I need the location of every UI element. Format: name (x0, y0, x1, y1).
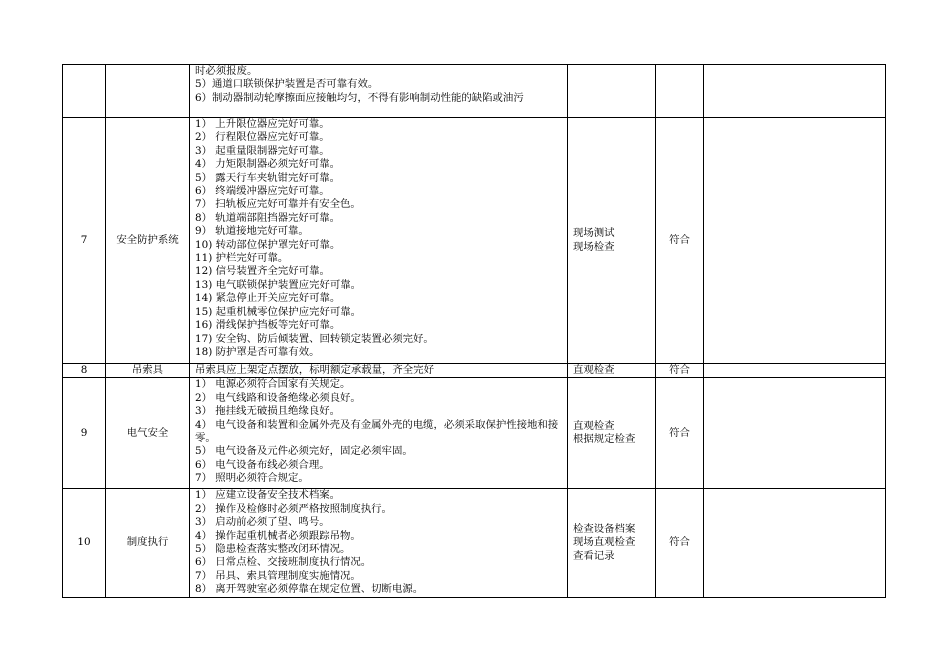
check-content-line: 9） 轨道接地完好可靠。 (195, 225, 309, 238)
check-method-line: 检查设备档案 (573, 522, 636, 535)
check-content-line: 14) 紧急停止开关应完好可靠。 (195, 292, 341, 305)
check-content-line: 5） 隐患检查落实整改闭环情况。 (195, 543, 351, 556)
check-content-line: 11) 护栏完好可靠。 (195, 252, 289, 265)
check-content-line: 5） 电气设备及元件必须完好，固定必须牢固。 (195, 445, 413, 458)
item-name-cell: 制度执行 (106, 489, 190, 597)
check-content-line: 吊索具应上架定点摆放，标明额定承载量，齐全完好 (195, 364, 434, 376)
check-content-line: 13) 电气联锁保护装置应完好可靠。 (195, 278, 362, 291)
check-content-line: 7） 扫轨板应完好可靠并有安全色。 (195, 198, 361, 211)
check-content-line: 2） 行程限位器应完好可靠。 (195, 131, 330, 144)
check-content-line: 4） 电气设备和装置和金属外壳及有金属外壳的电缆，必须采取保护性接地和接零。 (195, 418, 559, 445)
check-content-line: 3） 启动前必须了望、鸣号。 (195, 516, 330, 529)
check-method-line: 根据规定检查 (573, 433, 636, 446)
table-row (63, 118, 886, 364)
item-number-cell: 10 (63, 489, 106, 597)
check-result-cell: 符合 (656, 489, 704, 597)
table-row (63, 364, 886, 378)
check-content-line: 6） 终端缓冲器应完好可靠。 (195, 185, 330, 198)
check-content-line: 12) 信号装置齐全完好可靠。 (195, 265, 330, 278)
remark-cell (704, 378, 886, 489)
check-content-line: 6） 电气设备布线必须合理。 (195, 458, 330, 471)
check-content-line: 10) 转动部位保护罩完好可靠。 (195, 238, 341, 251)
check-method-line: 直观检查 (573, 420, 615, 432)
check-content-line: 17) 安全钩、防后倾装置、回转锁定装置必须完好。 (195, 332, 434, 345)
check-method-line: 查看记录 (573, 549, 615, 562)
check-content-line: 7） 照明必须符合规定。 (195, 472, 309, 485)
check-method-line: 现场检查 (573, 240, 615, 253)
check-content-line: 3） 拖挂线无破损且绝缘良好。 (195, 405, 340, 418)
check-content-line: 4） 操作起重机械者必须跟踪吊物。 (195, 529, 361, 542)
check-content-line: 2） 电气线路和设备绝缘必须良好。 (195, 391, 361, 404)
check-method-cell (568, 65, 656, 118)
check-method-cell (568, 378, 656, 489)
check-content-line: 5） 露天行车夹轨钳完好可靠。 (195, 171, 340, 184)
check-content-cell (190, 364, 568, 378)
check-method-line: 现场直观检查 (573, 536, 636, 549)
table-row (63, 489, 886, 597)
check-content-line: 2） 操作及检修时必须严格按照制度执行。 (195, 502, 392, 515)
check-result-cell (656, 65, 704, 118)
item-name-cell (106, 65, 190, 118)
check-content-line: 16) 滑线保护挡板等完好可靠。 (195, 319, 341, 332)
check-method-line: 现场测试 (573, 227, 615, 240)
check-content-cell (190, 489, 568, 597)
check-content-line: 3） 起重量限制器完好可靠。 (195, 144, 330, 157)
check-content-line: 18) 防护罩是否可靠有效。 (195, 345, 320, 358)
remark-cell (704, 118, 886, 364)
check-result-cell: 符合 (656, 378, 704, 489)
check-content-line: 6）制动器制动轮摩擦面应接触均匀，不得有影响制动性能的缺陷或油污 (195, 91, 524, 104)
check-content-line: 1） 上升限位器应完好可靠。 (195, 118, 330, 130)
check-content-line: 5）通道口联锁保护装置是否可靠有效。 (195, 78, 379, 91)
check-method-cell (568, 118, 656, 364)
item-name-cell: 电气安全 (106, 378, 190, 489)
check-result-cell: 符合 (656, 364, 704, 378)
check-content-cell (190, 65, 568, 118)
check-content-line: 1） 电源必须符合国家有关规定。 (195, 378, 351, 391)
item-number-cell: 7 (63, 118, 106, 364)
item-name-cell: 安全防护系统 (106, 118, 190, 364)
check-method-cell (568, 364, 656, 378)
check-content-line: 时必须报废。 (195, 65, 258, 77)
remark-cell (704, 489, 886, 597)
remark-cell (704, 65, 886, 118)
table-row (63, 378, 886, 489)
item-number-cell: 8 (63, 364, 106, 378)
remark-cell (704, 364, 886, 378)
check-content-line: 8） 轨道端部阻挡器完好可靠。 (195, 211, 340, 224)
check-content-line: 4） 力矩限制器必须完好可靠。 (195, 158, 340, 171)
check-content-line: 7） 吊具、索具管理制度实施情况。 (195, 569, 361, 582)
table-row (63, 65, 886, 118)
check-content-cell (190, 378, 568, 489)
check-method-cell (568, 489, 656, 597)
check-method-line: 直观检查 (573, 364, 615, 376)
check-content-line: 1） 应建立设备安全技术档案。 (195, 489, 340, 502)
check-content-line: 6） 日常点检、交接班制度执行情况。 (195, 556, 372, 569)
check-result-cell: 符合 (656, 118, 704, 364)
check-content-cell (190, 118, 568, 364)
inspection-table (62, 64, 886, 598)
check-content-line: 15) 起重机械零位保护应完好可靠。 (195, 305, 362, 318)
item-name-cell: 吊索具 (106, 364, 190, 378)
item-number-cell (63, 65, 106, 118)
check-content-line: 8） 离开驾驶室必须停靠在规定位置、切断电源。 (195, 583, 424, 596)
item-number-cell: 9 (63, 378, 106, 489)
